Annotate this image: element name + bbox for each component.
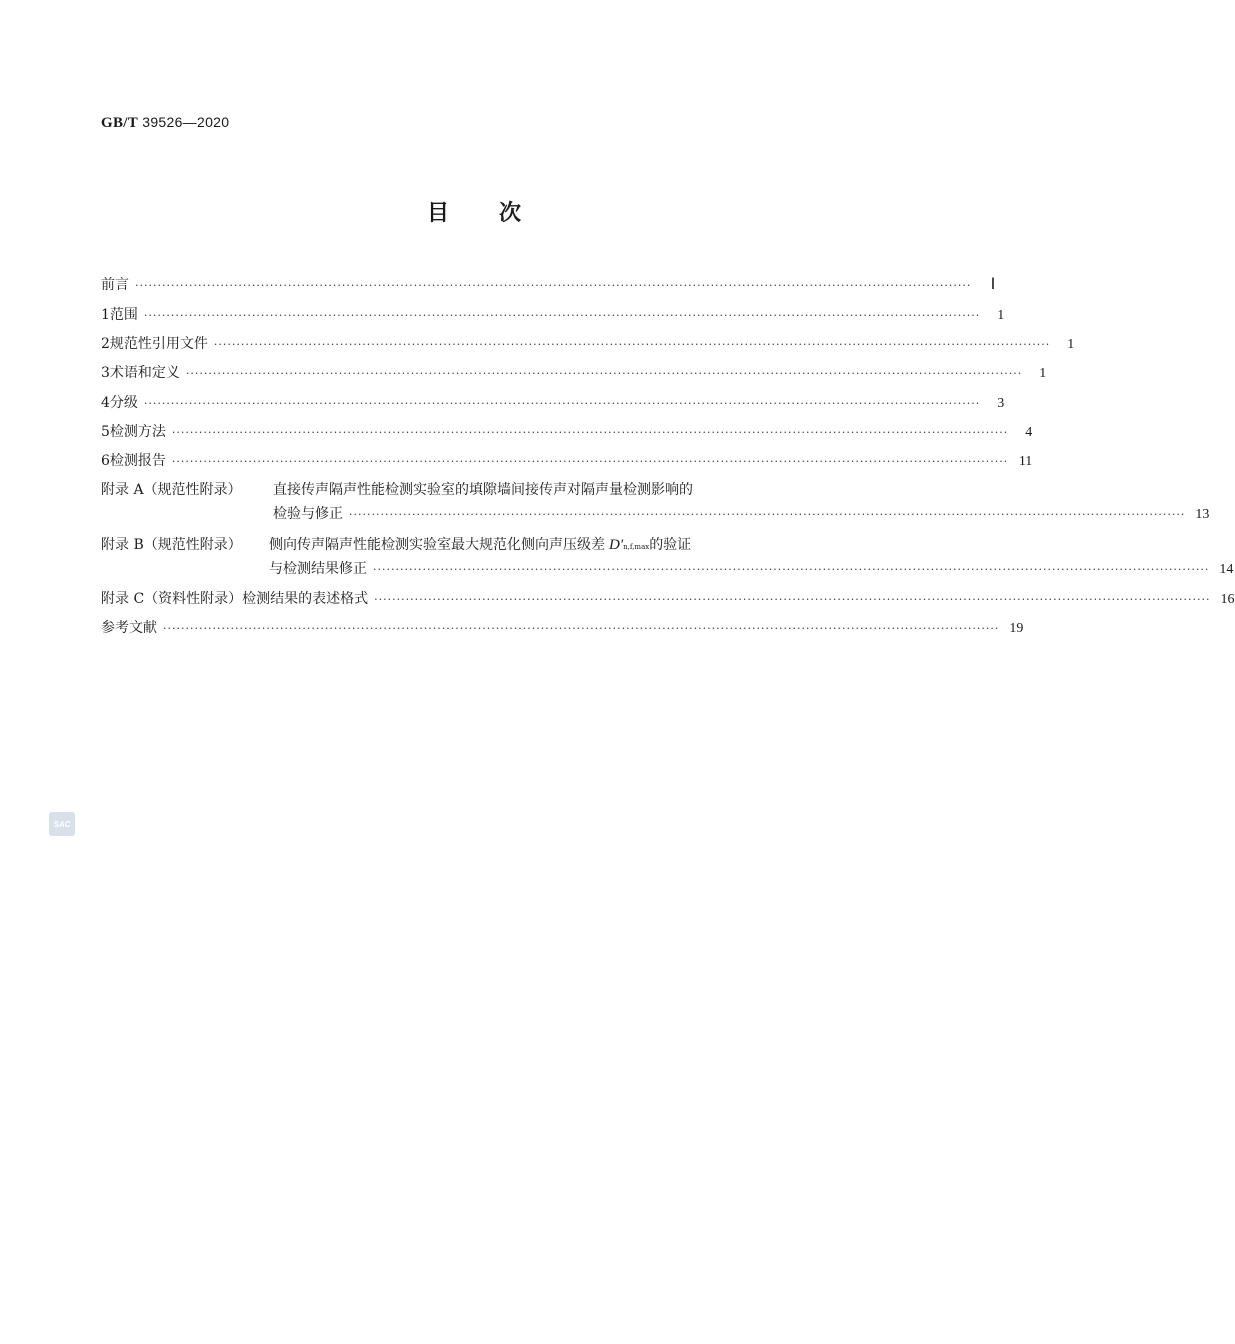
toc-page: 1: [1039, 366, 1047, 381]
appendix-heading: 附录 B（规范性附录）: [101, 537, 242, 553]
toc-entry-appendix-b[interactable]: [101, 534, 1234, 580]
watermark-text: SAC: [53, 819, 71, 829]
toc-number: 4: [101, 395, 110, 411]
standard-code: GB/T: [101, 115, 139, 131]
toc-page: 11: [1018, 454, 1033, 469]
standard-number: 39526—2020: [142, 114, 230, 130]
toc-entry-3[interactable]: [101, 362, 1047, 384]
toc-label-suffix: 的验证: [649, 537, 692, 553]
toc-label: 侧向传声隔声性能检测实验室最大规范化侧向声压级差: [269, 537, 605, 553]
toc-page: Ⅰ: [990, 276, 996, 293]
toc-label: 检测结果的表述格式: [242, 591, 369, 607]
toc-page: 1: [997, 308, 1005, 323]
toc-label: 前言: [101, 277, 129, 293]
toc-leader: [373, 563, 1209, 576]
toc-entry-5[interactable]: [101, 421, 1033, 443]
appendix-heading: 附录 C（资料性附录）: [101, 591, 243, 607]
toc-page: 3: [997, 396, 1005, 411]
toc-leader: [172, 455, 1008, 468]
toc-leader: [186, 367, 1022, 380]
toc-label-continued: 与检测结果修正: [269, 561, 367, 577]
toc-label: 规范性引用文件: [109, 336, 208, 352]
page-title: [0, 196, 950, 227]
toc-entry-appendix-c[interactable]: [101, 588, 1235, 610]
toc-entry-preface[interactable]: [101, 274, 996, 296]
toc-number: 2: [101, 336, 110, 352]
toc-page: 4: [1025, 425, 1033, 440]
toc-label: 检测方法: [109, 424, 166, 440]
toc-number: 6: [101, 453, 110, 469]
toc-label: 术语和定义: [109, 365, 180, 381]
toc-leader: [163, 622, 999, 635]
toc-label: 参考文献: [101, 620, 157, 636]
toc-entry-references[interactable]: [101, 617, 1024, 639]
symbol-subscript: n,f,max: [623, 543, 650, 551]
toc-page: 13: [1195, 507, 1210, 522]
symbol-d-prime: D′: [609, 537, 624, 553]
toc-number: 1: [101, 307, 110, 323]
title-char-1: 目: [426, 201, 451, 226]
sac-watermark-logo: [49, 812, 75, 836]
toc-entry-2[interactable]: [101, 333, 1075, 355]
toc-leader: [214, 338, 1050, 351]
document-header: [101, 114, 229, 132]
toc-leader: [144, 309, 980, 322]
toc-entry-appendix-a[interactable]: [101, 479, 1210, 525]
toc-label: 检测报告: [109, 453, 166, 469]
toc-page: 19: [1009, 621, 1024, 636]
toc-number: 3: [101, 365, 110, 381]
toc-label: 直接传声隔声性能检测实验室的填隙墙间接传声对隔声量检测影响的: [273, 482, 693, 498]
toc-leader: [374, 593, 1210, 606]
appendix-heading: 附录 A（规范性附录）: [101, 482, 242, 498]
toc-leader: [135, 279, 971, 292]
toc-leader: [349, 508, 1185, 521]
toc-label: 范围: [109, 307, 138, 323]
toc-leader: [144, 397, 980, 410]
toc-page: 16: [1220, 592, 1235, 607]
toc-page: 1: [1067, 337, 1075, 352]
title-char-2: 次: [499, 201, 524, 226]
toc-entry-6[interactable]: [101, 450, 1033, 472]
toc-page: 14: [1219, 562, 1234, 577]
toc-leader: [172, 426, 1008, 439]
toc-entry-4[interactable]: [101, 392, 1005, 414]
toc-label-continued: 检验与修正: [273, 506, 343, 522]
toc-number: 5: [101, 424, 110, 440]
toc-label: 分级: [109, 395, 138, 411]
toc-entry-1[interactable]: [101, 304, 1005, 326]
